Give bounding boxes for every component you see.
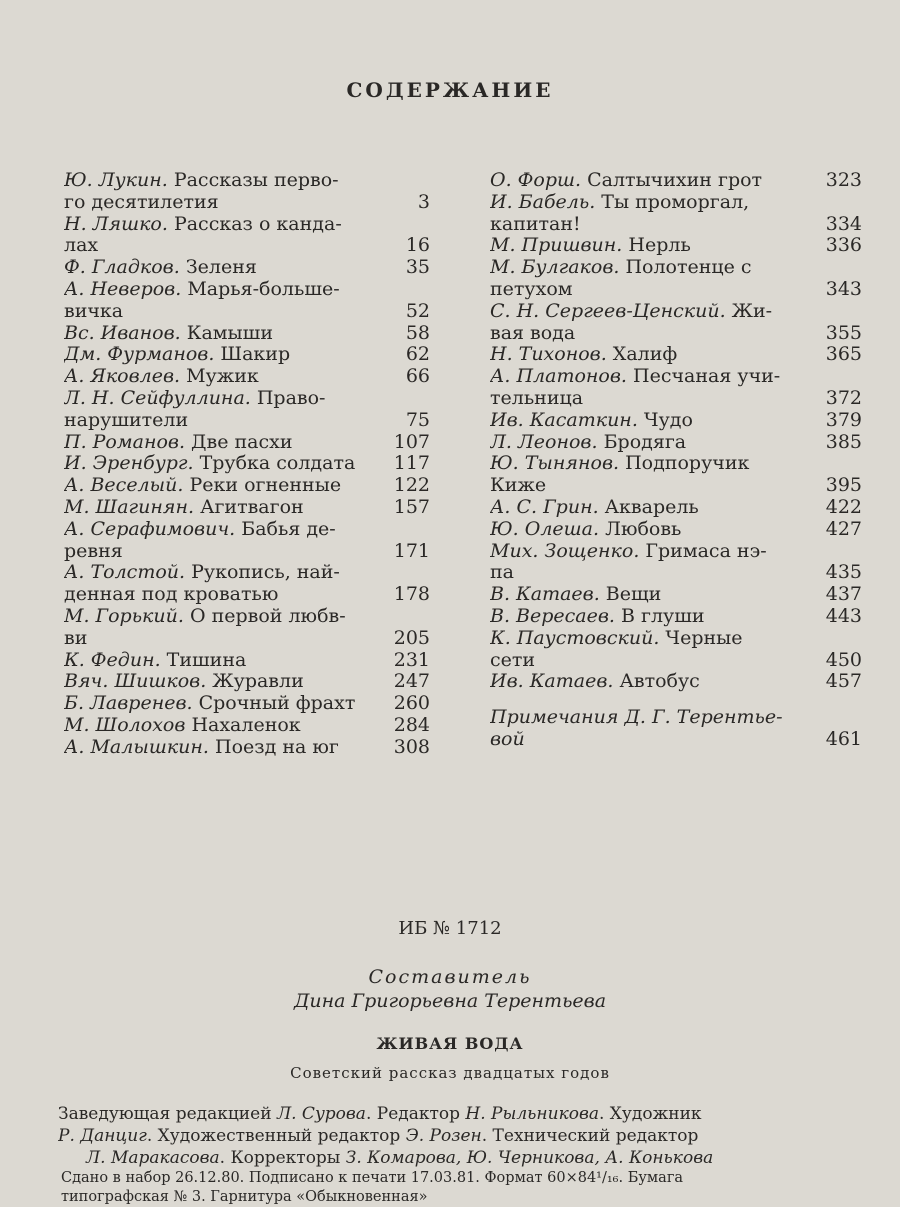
toc-entry-text bbox=[64, 170, 382, 192]
toc-entry-text bbox=[64, 410, 382, 432]
book-subtitle: Советский рассказ двадцатых годов bbox=[290, 1064, 610, 1082]
imprint-text: . Художественный редактор bbox=[146, 1126, 406, 1146]
toc-author: В. Катаев. bbox=[490, 584, 600, 606]
imprint-text: . Корректоры bbox=[219, 1148, 346, 1168]
toc-page-number: 231 bbox=[393, 648, 430, 671]
toc-title-text: капитан! bbox=[490, 213, 581, 235]
toc-author: М. Булгаков. bbox=[490, 257, 620, 279]
toc-entry-text bbox=[490, 497, 814, 519]
toc-page-number: 365 bbox=[825, 343, 862, 366]
toc-entry-text bbox=[64, 628, 382, 650]
toc-entry-line bbox=[490, 541, 862, 563]
toc-title: СОДЕРЖАНИЕ bbox=[346, 78, 554, 102]
toc-entry bbox=[64, 693, 430, 715]
compiler-name: Дина Григорьевна Терентьева bbox=[293, 990, 607, 1012]
toc-author: вой bbox=[490, 728, 525, 750]
toc-entry bbox=[490, 453, 862, 497]
toc-title-text: Реки огненные bbox=[183, 475, 342, 497]
toc-page-number: 395 bbox=[825, 474, 862, 497]
toc-entry-text bbox=[490, 519, 814, 541]
imprint-person: З. Комарова, Ю. Черникова, А. Конькова bbox=[345, 1148, 714, 1168]
toc-entry-line bbox=[490, 707, 862, 729]
toc-entry-text bbox=[490, 366, 814, 388]
toc-page-number: 3 bbox=[417, 190, 430, 213]
toc-entry-text bbox=[64, 301, 382, 323]
toc-entry-text bbox=[490, 214, 814, 236]
toc-title-text: Ты проморгал, bbox=[595, 191, 750, 213]
toc-page-number: 122 bbox=[393, 474, 430, 497]
toc-entry-line bbox=[64, 541, 430, 563]
toc-page-number: 284 bbox=[393, 713, 430, 736]
toc-author: Дм. Фурманов. bbox=[64, 344, 215, 366]
toc-title-text: Зеленя bbox=[179, 257, 257, 279]
ib-number: ИБ № 1712 bbox=[398, 918, 502, 939]
toc-author: А. С. Грин. bbox=[490, 496, 599, 518]
toc-entry-text bbox=[490, 410, 814, 432]
toc-title-text: вичка bbox=[64, 300, 124, 322]
toc-entry-text bbox=[64, 497, 382, 519]
toc-entry-line bbox=[490, 235, 862, 257]
toc-entry-line bbox=[490, 344, 862, 366]
toc-entry bbox=[64, 366, 430, 388]
toc-entry bbox=[64, 562, 430, 606]
toc-author: Б. Лавренев. bbox=[64, 693, 193, 715]
imprint-text: . Редактор bbox=[365, 1104, 466, 1124]
toc-entry-line bbox=[490, 388, 862, 410]
toc-page-number: 58 bbox=[405, 321, 430, 344]
toc-entry bbox=[490, 584, 862, 606]
toc-left-column bbox=[64, 170, 430, 759]
toc-entry bbox=[64, 519, 430, 563]
toc-entry-line bbox=[64, 475, 430, 497]
toc-entry bbox=[490, 707, 862, 751]
toc-entry bbox=[64, 650, 430, 672]
toc-page-number: 16 bbox=[405, 234, 430, 257]
toc-title-text: Киже bbox=[490, 475, 547, 497]
toc-title-text: лах bbox=[64, 235, 99, 257]
toc-entry bbox=[490, 344, 862, 366]
toc-entry-text bbox=[490, 475, 814, 497]
toc-entry-text bbox=[64, 279, 382, 301]
imprint-person: Л. Сурова bbox=[276, 1104, 366, 1124]
toc-entry-line bbox=[490, 323, 862, 345]
imprint-text: . Технический редактор bbox=[481, 1126, 699, 1146]
toc-page-number: 178 bbox=[393, 583, 430, 606]
toc-entry-text bbox=[64, 453, 382, 475]
toc-entry-text bbox=[64, 671, 382, 693]
toc-page-number: 52 bbox=[405, 299, 430, 322]
toc-entry bbox=[64, 323, 430, 345]
toc-title-text: го десятилетия bbox=[64, 191, 219, 213]
toc-entry-text bbox=[490, 170, 814, 192]
toc-entry-line bbox=[64, 671, 430, 693]
toc-entry bbox=[490, 192, 862, 236]
toc-entry bbox=[64, 344, 430, 366]
toc-page-number: 457 bbox=[825, 670, 862, 693]
toc-author: О. Форш. bbox=[490, 170, 582, 191]
toc-title-text: Бабья де- bbox=[235, 518, 336, 540]
imprint bbox=[58, 1103, 868, 1207]
toc-entry-line bbox=[64, 497, 430, 519]
imprint-line-4: Сдано в набор 26.12.80. Подписано к печати 17.03.81. Формат 60×84¹/₁₆. Бумага bbox=[61, 1170, 684, 1186]
imprint-line-2 bbox=[58, 1125, 868, 1147]
toc-page-number: 435 bbox=[825, 561, 862, 584]
toc-entry-text bbox=[490, 301, 814, 323]
toc-entry-line bbox=[64, 628, 430, 650]
toc-entry-text bbox=[490, 729, 814, 751]
toc-title-text: нарушители bbox=[64, 409, 189, 431]
toc-entry-text bbox=[490, 562, 814, 584]
toc-entry-text bbox=[64, 344, 382, 366]
toc-title-text: ревня bbox=[64, 540, 123, 562]
toc-entry bbox=[490, 366, 862, 410]
toc-entry-text bbox=[490, 235, 814, 257]
toc-title-text: Песчаная учи- bbox=[626, 366, 781, 388]
toc-title-text: вая вода bbox=[490, 322, 576, 344]
toc-author: Ю. Тынянов. bbox=[490, 453, 620, 475]
toc-entry-line bbox=[490, 279, 862, 301]
toc-page-number: 379 bbox=[825, 408, 862, 431]
toc-entry bbox=[490, 497, 862, 519]
toc-author: В. Вересаев. bbox=[490, 605, 615, 627]
toc-right-column bbox=[490, 170, 862, 751]
toc-entry-line bbox=[490, 650, 862, 672]
toc-entry-text bbox=[490, 671, 814, 693]
toc-entry-line bbox=[490, 432, 862, 454]
toc-entry-line bbox=[64, 410, 430, 432]
imprint-line-3 bbox=[58, 1147, 868, 1169]
toc-author: Вяч. Шишков. bbox=[64, 671, 207, 693]
toc-title-text: Нерль bbox=[622, 235, 691, 257]
toc-entry-line bbox=[64, 235, 430, 257]
toc-entry-text bbox=[64, 192, 382, 214]
toc-page-number: 107 bbox=[393, 430, 430, 453]
toc-entry bbox=[64, 257, 430, 279]
toc-entry-line bbox=[490, 214, 862, 236]
toc-page-number: 117 bbox=[393, 452, 430, 475]
toc-title-text: Акварель bbox=[598, 496, 699, 518]
toc-entry-text bbox=[64, 475, 382, 497]
toc-entry-text bbox=[64, 737, 382, 759]
toc-entry-line bbox=[64, 366, 430, 388]
toc-entry-line bbox=[64, 170, 430, 192]
toc-entry-text bbox=[490, 257, 814, 279]
toc-entry bbox=[490, 671, 862, 693]
toc-entry bbox=[490, 628, 862, 672]
toc-entry-line bbox=[490, 729, 862, 751]
toc-title-text: Гримаса нэ- bbox=[639, 540, 767, 562]
toc-title-text: Бродяга bbox=[597, 431, 687, 453]
toc-author: А. Серафимович. bbox=[64, 518, 236, 540]
imprint-text: Заведующая редакцией bbox=[58, 1104, 277, 1124]
imprint-line-1 bbox=[58, 1103, 868, 1125]
toc-entry bbox=[490, 519, 862, 541]
toc-entry-line bbox=[490, 519, 862, 541]
toc-entry-line bbox=[490, 410, 862, 432]
toc-entry-text bbox=[490, 388, 814, 410]
toc-page-number: 35 bbox=[405, 256, 430, 279]
toc-entry-line bbox=[64, 453, 430, 475]
toc-entry-line bbox=[64, 562, 430, 584]
toc-entry bbox=[64, 432, 430, 454]
toc-entry-line bbox=[64, 344, 430, 366]
toc-title-text: Рукопись, най- bbox=[185, 562, 340, 584]
toc-title-text: Рассказы перво- bbox=[167, 170, 339, 191]
toc-entry-line bbox=[490, 257, 862, 279]
toc-entry bbox=[64, 170, 430, 214]
toc-entry-text bbox=[490, 606, 814, 628]
toc-page-number: 75 bbox=[405, 408, 430, 431]
toc-entry-line bbox=[490, 562, 862, 584]
toc-entry-text bbox=[64, 693, 382, 715]
toc-page-number: 343 bbox=[825, 277, 862, 300]
imprint-person: Л. Маракасова bbox=[86, 1148, 220, 1168]
toc-entry-text bbox=[64, 388, 382, 410]
toc-author: М. Шолохов bbox=[64, 714, 186, 736]
toc-title-text: Халиф bbox=[606, 344, 678, 366]
toc-page-number: 62 bbox=[405, 343, 430, 366]
toc-entry-text bbox=[490, 650, 814, 672]
toc-entry bbox=[64, 475, 430, 497]
toc-entry-line bbox=[490, 475, 862, 497]
toc-page-number: 323 bbox=[825, 169, 862, 191]
toc-entry-line bbox=[490, 671, 862, 693]
toc-page-number: 355 bbox=[825, 321, 862, 344]
toc-entry-text bbox=[64, 432, 382, 454]
toc-title-text: Вещи bbox=[599, 584, 662, 606]
toc-entry-line bbox=[64, 257, 430, 279]
toc-entry-line bbox=[64, 192, 430, 214]
toc-page-number: 260 bbox=[393, 692, 430, 715]
toc-entry-line bbox=[64, 432, 430, 454]
toc-title-text: Шакир bbox=[214, 344, 291, 366]
toc-title-text: Трубка солдата bbox=[193, 453, 356, 475]
toc-author: А. Яковлев. bbox=[64, 366, 181, 388]
toc-author: М. Горький. bbox=[64, 605, 184, 627]
toc-title-text: Тишина bbox=[160, 649, 247, 671]
toc-entry-line bbox=[490, 170, 862, 192]
imprint-text: . Художник bbox=[598, 1104, 702, 1124]
toc-entry-text bbox=[490, 192, 814, 214]
toc-entry-text bbox=[64, 214, 382, 236]
toc-page-number: 66 bbox=[405, 365, 430, 388]
toc-author: Ив. Катаев. bbox=[490, 671, 614, 693]
toc-title-text: Нахаленок bbox=[185, 714, 301, 736]
toc-author: Н. Тихонов. bbox=[490, 344, 607, 366]
toc-entry-line bbox=[64, 693, 430, 715]
toc-author: А. Веселый. bbox=[64, 475, 184, 497]
toc-entry-text bbox=[490, 323, 814, 345]
toc-entry-line bbox=[490, 606, 862, 628]
toc-entry-text bbox=[490, 628, 814, 650]
toc-entry-text bbox=[490, 541, 814, 563]
toc-entry-text bbox=[64, 650, 382, 672]
toc-title-text: Агитвагон bbox=[194, 496, 304, 518]
toc-entry-line bbox=[490, 301, 862, 323]
toc-entry-line bbox=[64, 279, 430, 301]
toc-entry-text bbox=[64, 366, 382, 388]
toc-entry bbox=[490, 541, 862, 585]
toc-title-text: Две пасхи bbox=[185, 431, 293, 453]
book-title: ЖИВАЯ ВОДА bbox=[376, 1034, 524, 1053]
toc-page-number: 385 bbox=[825, 430, 862, 453]
toc-entry bbox=[490, 606, 862, 628]
toc-entry-line bbox=[490, 366, 862, 388]
toc-entry-line bbox=[490, 192, 862, 214]
toc-author: А. Неверов. bbox=[64, 278, 182, 300]
toc-author: А. Платонов. bbox=[490, 366, 627, 388]
toc-title-text: сети bbox=[490, 649, 536, 671]
toc-page-number: 422 bbox=[825, 495, 862, 518]
toc-entry bbox=[490, 301, 862, 345]
toc-entry bbox=[64, 453, 430, 475]
toc-title-text: Автобус bbox=[613, 671, 700, 693]
toc-author: М. Пришвин. bbox=[490, 235, 623, 257]
toc-entry-line bbox=[490, 628, 862, 650]
toc-entry bbox=[64, 497, 430, 519]
toc-entry-text bbox=[490, 453, 814, 475]
toc-entry-line bbox=[64, 214, 430, 236]
toc-title-text: Подпоручик bbox=[619, 453, 750, 475]
toc-page-number: 450 bbox=[825, 648, 862, 671]
toc-entry-text bbox=[490, 584, 814, 606]
toc-page-number: 171 bbox=[393, 539, 430, 562]
toc-title-text: Поезд на юг bbox=[208, 736, 339, 758]
toc-entry-line bbox=[64, 715, 430, 737]
toc-entry-text bbox=[64, 235, 382, 257]
toc-page-number: 437 bbox=[825, 583, 862, 606]
toc-gap bbox=[490, 693, 862, 707]
toc-entry bbox=[490, 235, 862, 257]
toc-page-number: 427 bbox=[825, 517, 862, 540]
toc-entry-line bbox=[490, 453, 862, 475]
toc-title-text: Журавли bbox=[206, 671, 304, 693]
toc-author: А. Малышкин. bbox=[64, 736, 209, 758]
toc-author: Н. Ляшко. bbox=[64, 213, 168, 235]
toc-entry-line bbox=[64, 519, 430, 541]
toc-page-number: 334 bbox=[825, 212, 862, 235]
toc-entry bbox=[490, 410, 862, 432]
toc-entry-text bbox=[64, 541, 382, 563]
toc-entry bbox=[64, 388, 430, 432]
toc-title-text: О первой любв- bbox=[183, 605, 346, 627]
toc-entry-line bbox=[64, 650, 430, 672]
toc-page-number: 157 bbox=[393, 495, 430, 518]
toc-entry-line bbox=[490, 497, 862, 519]
toc-entry bbox=[64, 715, 430, 737]
toc-author: К. Федин. bbox=[64, 649, 161, 671]
toc-page-number: 372 bbox=[825, 386, 862, 409]
toc-entry-line bbox=[64, 606, 430, 628]
toc-entry-line bbox=[64, 301, 430, 323]
toc-title-text: ви bbox=[64, 627, 88, 649]
toc-title-text: Жи- bbox=[725, 300, 773, 322]
toc-entry-text bbox=[490, 432, 814, 454]
toc-title-text: Салтычихин грот bbox=[581, 170, 763, 191]
toc-title-text: Срочный фрахт bbox=[192, 693, 356, 715]
toc-entry bbox=[490, 432, 862, 454]
toc-entry-line bbox=[490, 584, 862, 606]
toc-entry-line bbox=[64, 584, 430, 606]
toc-entry bbox=[490, 257, 862, 301]
toc-page-number: 336 bbox=[825, 234, 862, 257]
toc-author: И. Бабель. bbox=[490, 191, 596, 213]
toc-author: К. Паустовский. bbox=[490, 627, 660, 649]
toc-entry-text bbox=[64, 257, 382, 279]
toc-entry-text bbox=[64, 323, 382, 345]
toc-author: Л. Н. Сейфуллина. bbox=[64, 387, 251, 409]
toc-author: Примечания Д. Г. Терентье- bbox=[490, 707, 783, 729]
toc-title-text: Черные bbox=[659, 627, 743, 649]
toc-title-text: денная под кроватью bbox=[64, 584, 279, 606]
toc-title-text: Полотенце с bbox=[619, 257, 752, 279]
toc-title-text: Любовь bbox=[599, 518, 682, 540]
toc-entry-text bbox=[64, 715, 382, 737]
toc-entry-text bbox=[64, 519, 382, 541]
toc-entry bbox=[64, 606, 430, 650]
toc-author: Ю. Олеша. bbox=[490, 518, 600, 540]
toc-entry-text bbox=[64, 606, 382, 628]
toc-entry bbox=[64, 279, 430, 323]
toc-title-text: Чудо bbox=[637, 409, 693, 431]
toc-author: Л. Леонов. bbox=[490, 431, 598, 453]
toc-entry bbox=[64, 214, 430, 258]
toc-title-text: Мужик bbox=[180, 366, 259, 388]
toc-entry bbox=[490, 170, 862, 192]
toc-title-text: Право- bbox=[250, 387, 326, 409]
toc-page-number: 443 bbox=[825, 604, 862, 627]
toc-author: Мих. Зощенко. bbox=[490, 540, 640, 562]
toc-title-text: В глуши bbox=[614, 605, 705, 627]
toc-page-number: 205 bbox=[393, 626, 430, 649]
toc-author: М. Шагинян. bbox=[64, 496, 195, 518]
toc-title-text: па bbox=[490, 562, 514, 584]
toc-author: П. Романов. bbox=[64, 431, 186, 453]
toc-title-text: тельница bbox=[490, 387, 584, 409]
imprint-person: Р. Данциг bbox=[58, 1126, 147, 1146]
imprint-line-5: типографская № 3. Гарнитура «Обыкновенная» bbox=[61, 1189, 428, 1205]
toc-entry-line bbox=[64, 323, 430, 345]
toc-page-number: 461 bbox=[825, 727, 862, 750]
toc-author: С. Н. Сергеев-Ценский. bbox=[490, 300, 726, 322]
toc-entry bbox=[64, 737, 430, 759]
toc-entry-text bbox=[490, 279, 814, 301]
toc-entry-text bbox=[64, 562, 382, 584]
imprint-person: Э. Розен bbox=[405, 1126, 482, 1146]
toc-entry bbox=[64, 671, 430, 693]
toc-entry-line bbox=[64, 737, 430, 759]
toc-author: Ю. Лукин. bbox=[64, 170, 168, 191]
imprint-person: Н. Рыльникова bbox=[465, 1104, 599, 1124]
toc-author: И. Эренбург. bbox=[64, 453, 194, 475]
toc-title-text: петухом bbox=[490, 278, 573, 300]
toc-entry-text bbox=[490, 344, 814, 366]
toc-entry-line bbox=[64, 388, 430, 410]
toc-entry-text bbox=[490, 707, 814, 729]
toc-entry-text bbox=[64, 584, 382, 606]
toc-author: Вс. Иванов. bbox=[64, 322, 181, 344]
toc-page-number: 308 bbox=[393, 735, 430, 758]
toc-title-text: Камыши bbox=[180, 322, 274, 344]
toc-title-text: Марья-больше- bbox=[181, 278, 340, 300]
compiler-label: Составитель bbox=[368, 966, 532, 988]
toc-author: А. Толстой. bbox=[64, 562, 186, 584]
toc-author: Ив. Касаткин. bbox=[490, 409, 638, 431]
toc-title-text: Рассказ о канда- bbox=[167, 213, 342, 235]
toc-author: Ф. Гладков. bbox=[64, 257, 180, 279]
toc-page-number: 247 bbox=[393, 670, 430, 693]
